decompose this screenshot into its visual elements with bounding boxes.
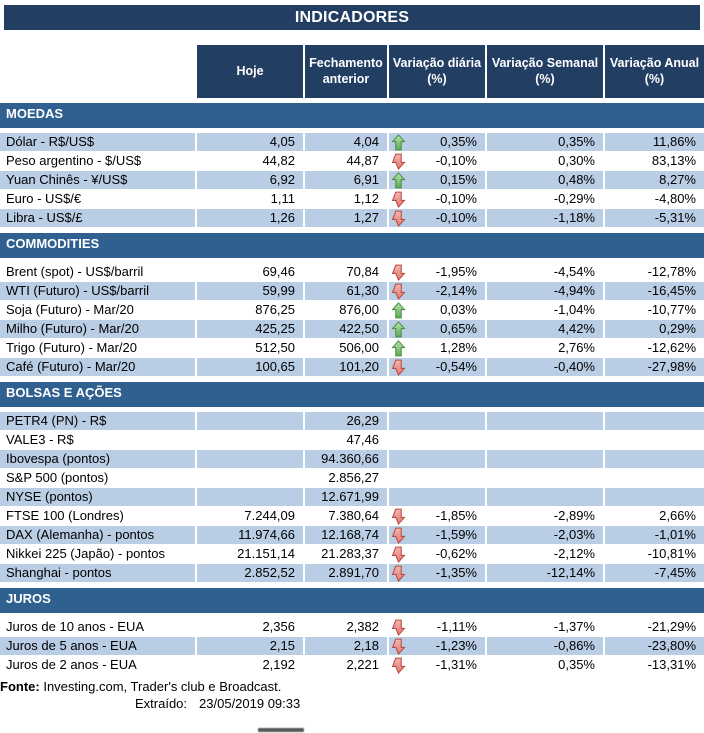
cell-variacao-semanal: [487, 488, 603, 506]
row-label: Milho (Futuro) - Mar/20: [0, 320, 195, 338]
row-label: WTI (Futuro) - US$/barril: [0, 282, 195, 300]
footer-extracted-line: [0, 695, 704, 712]
down-arrow-icon: [391, 283, 406, 300]
cell-variacao-diaria: [389, 637, 485, 655]
cell-fechamento-anterior: 70,84: [305, 263, 387, 281]
cell-fechamento-anterior: 6,91: [305, 171, 387, 189]
row-label: Brent (spot) - US$/barril: [0, 263, 195, 281]
cell-fechamento-anterior: 101,20: [305, 358, 387, 376]
down-arrow-icon: [391, 264, 406, 281]
footer-fonte-text: Investing.com, Trader's club e Broadcast.: [43, 679, 282, 694]
row-label: Libra - US$/£: [0, 209, 195, 227]
cell-variacao-semanal: -4,94%: [487, 282, 603, 300]
row-label: S&P 500 (pontos): [0, 469, 195, 487]
cell-hoje: 876,25: [197, 301, 303, 319]
cell-fechamento-anterior: 876,00: [305, 301, 387, 319]
row-label: DAX (Alemanha) - pontos: [0, 526, 195, 544]
cell-variacao-semanal: -4,54%: [487, 263, 603, 281]
cell-variacao-anual: -5,31%: [605, 209, 704, 227]
cell-variacao-semanal: -1,04%: [487, 301, 603, 319]
table-row: [0, 152, 704, 171]
cell-hoje: 7.244,09: [197, 507, 303, 525]
cell-variacao-semanal: -1,18%: [487, 209, 603, 227]
row-label: Ibovespa (pontos): [0, 450, 195, 468]
row-label: Euro - US$/€: [0, 190, 195, 208]
cell-fechamento-anterior: 94.360,66: [305, 450, 387, 468]
cell-variacao-semanal: [487, 469, 603, 487]
cell-variacao-anual: -13,31%: [605, 656, 704, 674]
footer-fonte-label: Fonte:: [0, 679, 40, 694]
variacao-diaria-value: -1,95%: [435, 264, 477, 279]
row-label: Nikkei 225 (Japão) - pontos: [0, 545, 195, 563]
cell-fechamento-anterior: 12.168,74: [305, 526, 387, 544]
table-row: [0, 545, 704, 564]
cell-fechamento-anterior: 7.380,64: [305, 507, 387, 525]
cell-fechamento-anterior: 44,87: [305, 152, 387, 170]
cell-variacao-diaria: [389, 526, 485, 544]
table-row: [0, 133, 704, 152]
row-label: FTSE 100 (Londres): [0, 507, 195, 525]
cell-variacao-anual: 0,29%: [605, 320, 704, 338]
cell-variacao-semanal: -0,86%: [487, 637, 603, 655]
cell-hoje: 1,11: [197, 190, 303, 208]
variacao-diaria-value: -1,35%: [435, 565, 477, 580]
cell-hoje: [197, 450, 303, 468]
cell-variacao-semanal: -0,29%: [487, 190, 603, 208]
cell-hoje: [197, 488, 303, 506]
cell-variacao-anual: [605, 450, 704, 468]
variacao-diaria-value: 0,65%: [440, 321, 477, 336]
cell-variacao-diaria: [389, 209, 485, 227]
column-header-fechamento: Fechamento anterior: [305, 45, 387, 98]
cell-variacao-semanal: 0,35%: [487, 656, 603, 674]
cell-hoje: 21.151,14: [197, 545, 303, 563]
cell-variacao-diaria: [389, 320, 485, 338]
cell-hoje: 11.974,66: [197, 526, 303, 544]
section-header-moedas: MOEDAS: [0, 103, 704, 128]
footer-source-line: [0, 678, 704, 695]
table-row: [0, 450, 704, 469]
cell-variacao-diaria: [389, 263, 485, 281]
column-header-variacao-diaria: Variação diária (%): [389, 45, 485, 98]
cell-variacao-anual: -10,77%: [605, 301, 704, 319]
row-label: PETR4 (PN) - R$: [0, 412, 195, 430]
table-row: [0, 488, 704, 507]
cell-fechamento-anterior: 21.283,37: [305, 545, 387, 563]
cell-variacao-anual: 2,66%: [605, 507, 704, 525]
page-title: INDICADORES: [294, 8, 410, 26]
cell-hoje: 100,65: [197, 358, 303, 376]
variacao-diaria-value: -1,11%: [436, 619, 477, 634]
cell-fechamento-anterior: 2,382: [305, 618, 387, 636]
section-header-commodities: COMMODITIES: [0, 233, 704, 258]
variacao-diaria-value: -1,23%: [435, 638, 477, 653]
cell-variacao-anual: [605, 469, 704, 487]
cell-variacao-semanal: -2,12%: [487, 545, 603, 563]
cell-variacao-semanal: 2,76%: [487, 339, 603, 357]
cell-variacao-anual: -12,62%: [605, 339, 704, 357]
table-row: [0, 190, 704, 209]
variacao-diaria-value: -1,59%: [435, 527, 477, 542]
row-label: NYSE (pontos): [0, 488, 195, 506]
cell-variacao-diaria: [389, 301, 485, 319]
table-row: [0, 263, 704, 282]
cell-variacao-anual: -12,78%: [605, 263, 704, 281]
cell-variacao-anual: -10,81%: [605, 545, 704, 563]
cell-hoje: 2,15: [197, 637, 303, 655]
table-row: [0, 507, 704, 526]
cell-hoje: [197, 431, 303, 449]
row-label: Yuan Chinês - ¥/US$: [0, 171, 195, 189]
cell-fechamento-anterior: 47,46: [305, 431, 387, 449]
cell-variacao-semanal: -0,40%: [487, 358, 603, 376]
cell-hoje: 59,99: [197, 282, 303, 300]
row-label: Dólar - R$/US$: [0, 133, 195, 151]
cell-variacao-semanal: -12,14%: [487, 564, 603, 582]
cell-hoje: [197, 412, 303, 430]
cell-fechamento-anterior: 506,00: [305, 339, 387, 357]
table-row: [0, 301, 704, 320]
cell-variacao-anual: 11,86%: [605, 133, 704, 151]
row-label: Shanghai - pontos: [0, 564, 195, 582]
row-label: Café (Futuro) - Mar/20: [0, 358, 195, 376]
variacao-diaria-value: 1,28%: [440, 340, 477, 355]
cell-variacao-diaria: [389, 171, 485, 189]
cell-variacao-anual: -23,80%: [605, 637, 704, 655]
cell-variacao-diaria: [389, 282, 485, 300]
section-header-bolsas-e-a-es: BOLSAS E AÇÕES: [0, 382, 704, 407]
cell-variacao-anual: -16,45%: [605, 282, 704, 300]
cell-hoje: 69,46: [197, 263, 303, 281]
variacao-diaria-value: -1,85%: [435, 508, 477, 523]
footer: [0, 678, 704, 712]
cell-variacao-diaria: [389, 488, 485, 506]
indicators-sheet: [0, 5, 704, 712]
variacao-diaria-value: 0,35%: [440, 134, 477, 149]
cell-hoje: 6,92: [197, 171, 303, 189]
cell-variacao-semanal: 0,48%: [487, 171, 603, 189]
table-row: [0, 618, 704, 637]
down-arrow-icon: [391, 210, 406, 227]
row-label: VALE3 - R$: [0, 431, 195, 449]
cell-fechamento-anterior: 1,27: [305, 209, 387, 227]
cell-variacao-anual: 8,27%: [605, 171, 704, 189]
cell-hoje: 2,356: [197, 618, 303, 636]
cell-variacao-semanal: [487, 412, 603, 430]
cell-fechamento-anterior: 2.856,27: [305, 469, 387, 487]
cell-variacao-semanal: 0,30%: [487, 152, 603, 170]
cell-fechamento-anterior: 26,29: [305, 412, 387, 430]
table-row: [0, 412, 704, 431]
row-label: Juros de 10 anos - EUA: [0, 618, 195, 636]
table-row: [0, 637, 704, 656]
up-arrow-icon: [391, 172, 406, 189]
cell-hoje: 425,25: [197, 320, 303, 338]
variacao-diaria-value: -1,31%: [435, 657, 477, 672]
table-row: [0, 339, 704, 358]
down-arrow-icon: [391, 657, 406, 674]
row-label: Trigo (Futuro) - Mar/20: [0, 339, 195, 357]
variacao-diaria-value: -0,10%: [435, 153, 477, 168]
variacao-diaria-value: -2,14%: [435, 283, 477, 298]
cell-variacao-diaria: [389, 358, 485, 376]
variacao-diaria-value: 0,15%: [440, 172, 477, 187]
cell-variacao-anual: [605, 412, 704, 430]
cell-variacao-anual: 83,13%: [605, 152, 704, 170]
up-arrow-icon: [391, 302, 406, 319]
table-row: [0, 469, 704, 488]
down-arrow-icon: [391, 153, 406, 170]
down-arrow-icon: [391, 527, 406, 544]
variacao-diaria-value: -0,10%: [435, 191, 477, 206]
cutoff-artifact: [258, 728, 304, 732]
cell-hoje: 1,26: [197, 209, 303, 227]
cell-variacao-diaria: [389, 152, 485, 170]
cell-variacao-semanal: 4,42%: [487, 320, 603, 338]
column-header-variacao-anual: Variação Anual (%): [605, 45, 704, 98]
column-header-hoje: Hoje: [197, 45, 303, 98]
row-label: Soja (Futuro) - Mar/20: [0, 301, 195, 319]
variacao-diaria-value: -0,62%: [435, 546, 477, 561]
row-label: Juros de 2 anos - EUA: [0, 656, 195, 674]
cell-variacao-diaria: [389, 564, 485, 582]
down-arrow-icon: [391, 546, 406, 563]
table-row: [0, 526, 704, 545]
cell-fechamento-anterior: 4,04: [305, 133, 387, 151]
footer-extraido-label: Extraído:: [135, 696, 188, 711]
cell-variacao-diaria: [389, 339, 485, 357]
down-arrow-icon: [391, 565, 406, 582]
table-row: [0, 358, 704, 377]
column-header-variacao-semanal: Variação Semanal (%): [487, 45, 603, 98]
down-arrow-icon: [391, 619, 406, 636]
variacao-diaria-value: 0,03%: [440, 302, 477, 317]
cell-variacao-semanal: -2,03%: [487, 526, 603, 544]
table-row: [0, 656, 704, 675]
cell-hoje: 2.852,52: [197, 564, 303, 582]
cell-variacao-diaria: [389, 507, 485, 525]
cell-fechamento-anterior: 1,12: [305, 190, 387, 208]
down-arrow-icon: [391, 638, 406, 655]
cell-variacao-anual: -4,80%: [605, 190, 704, 208]
cell-fechamento-anterior: 2,221: [305, 656, 387, 674]
down-arrow-icon: [391, 359, 406, 376]
cell-fechamento-anterior: 2,18: [305, 637, 387, 655]
up-arrow-icon: [391, 134, 406, 151]
column-headers: [0, 45, 704, 98]
table-row: [0, 282, 704, 301]
cell-hoje: 2,192: [197, 656, 303, 674]
cell-variacao-anual: -1,01%: [605, 526, 704, 544]
cell-variacao-semanal: [487, 450, 603, 468]
cell-variacao-diaria: [389, 133, 485, 151]
cell-hoje: [197, 469, 303, 487]
variacao-diaria-value: -0,10%: [435, 210, 477, 225]
up-arrow-icon: [391, 340, 406, 357]
variacao-diaria-value: -0,54%: [435, 359, 477, 374]
table-row: [0, 320, 704, 339]
cell-variacao-anual: -21,29%: [605, 618, 704, 636]
table-row: [0, 171, 704, 190]
cell-variacao-diaria: [389, 431, 485, 449]
cell-variacao-diaria: [389, 656, 485, 674]
footer-extraido-value: 23/05/2019 09:33: [199, 696, 301, 711]
cell-variacao-semanal: [487, 431, 603, 449]
cell-variacao-semanal: -1,37%: [487, 618, 603, 636]
cell-fechamento-anterior: 12.671,99: [305, 488, 387, 506]
cell-variacao-anual: [605, 431, 704, 449]
cell-hoje: 4,05: [197, 133, 303, 151]
cell-variacao-anual: -7,45%: [605, 564, 704, 582]
cell-variacao-diaria: [389, 450, 485, 468]
cell-variacao-diaria: [389, 412, 485, 430]
down-arrow-icon: [391, 508, 406, 525]
title-bar: [4, 5, 700, 30]
cell-variacao-anual: -27,98%: [605, 358, 704, 376]
table-body: [0, 103, 704, 675]
down-arrow-icon: [391, 191, 406, 208]
up-arrow-icon: [391, 321, 406, 338]
cell-variacao-diaria: [389, 545, 485, 563]
table-row: [0, 564, 704, 583]
table-row: [0, 431, 704, 450]
cell-hoje: 44,82: [197, 152, 303, 170]
cell-variacao-diaria: [389, 469, 485, 487]
cell-variacao-semanal: 0,35%: [487, 133, 603, 151]
cell-variacao-diaria: [389, 190, 485, 208]
cell-fechamento-anterior: 61,30: [305, 282, 387, 300]
cell-variacao-anual: [605, 488, 704, 506]
cell-fechamento-anterior: 422,50: [305, 320, 387, 338]
table-row: [0, 209, 704, 228]
cell-variacao-diaria: [389, 618, 485, 636]
cell-variacao-semanal: -2,89%: [487, 507, 603, 525]
cell-hoje: 512,50: [197, 339, 303, 357]
section-header-juros: JUROS: [0, 588, 704, 613]
cell-fechamento-anterior: 2.891,70: [305, 564, 387, 582]
row-label: Peso argentino - $/US$: [0, 152, 195, 170]
row-label: Juros de 5 anos - EUA: [0, 637, 195, 655]
